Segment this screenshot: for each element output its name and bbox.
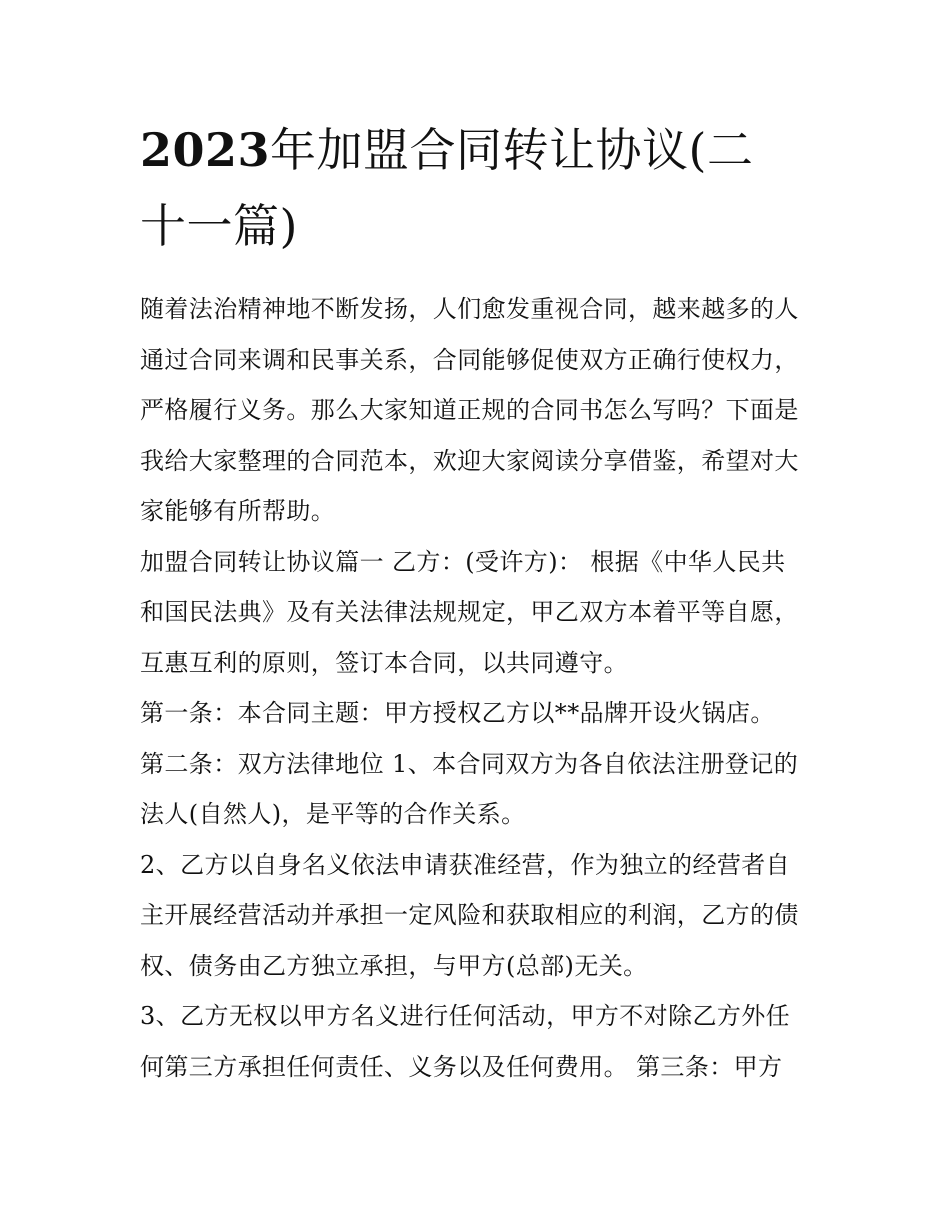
body-line: 互惠互利的原则，签订本合同，以共同遵守。 (140, 648, 628, 677)
body-line: 3、乙方无权以甲方名义进行任何活动，甲方不对除乙方外任 (140, 1002, 791, 1030)
document-page (140, 112, 815, 1092)
title-line2: 十一篇) (140, 199, 298, 253)
body-line: 通过合同来调和民事关系，合同能够促使双方正确行使权力， (140, 345, 799, 374)
title-year: 2023 (140, 123, 271, 177)
body-line: 主开展经营活动并承担一定风险和获取相应的利润，乙方的债 (140, 901, 799, 929)
document-body (140, 284, 815, 1092)
body-line: 和国民法典》及有关法律法规规定，甲乙双方本着平等自愿， (140, 598, 799, 626)
body-line: 2、乙方以自身名义依法申请获准经营，作为独立的经营者自 (140, 850, 791, 879)
body-line: 法人(自然人)，是平等的合作关系。 (140, 800, 526, 828)
body-line: 何第三方承担任何责任、义务以及任何费用。 第三条：甲方 (140, 1052, 783, 1081)
body-line: 严格履行义务。那么大家知道正规的合同书怎么写吗？下面是 (140, 396, 799, 424)
title-line1-rest: 年加盟合同转让协议(二 (270, 123, 754, 177)
document-title (140, 112, 815, 264)
body-line: 第一条：本合同主题：甲方授权乙方以**品牌开设火锅店。 (140, 699, 775, 727)
body-line: 权、债务由乙方独立承担，与甲方(总部)无关。 (140, 951, 648, 980)
body-line: 加盟合同转让协议篇一 乙方：(受许方)： 根据《中华人民共 (140, 547, 786, 576)
body-line: 家能够有所帮助。 (140, 497, 336, 525)
body-line: 第二条：双方法律地位 1、本合同双方为各自依法注册登记的 (140, 749, 799, 778)
body-line: 我给大家整理的合同范本，欢迎大家阅读分享借鉴，希望对大 (140, 446, 799, 475)
body-line: 随着法治精神地不断发扬，人们愈发重视合同，越来越多的人 (140, 295, 799, 323)
